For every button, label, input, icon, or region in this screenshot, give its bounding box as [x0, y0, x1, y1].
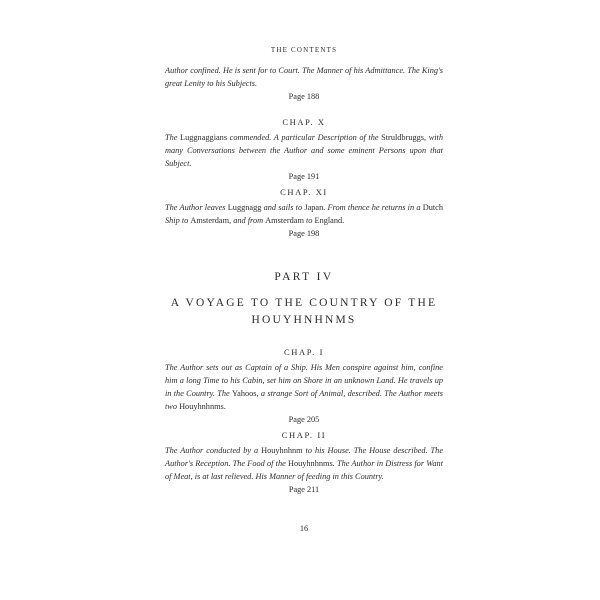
summary-fragment: and sails to — [263, 203, 305, 212]
summary-fragment: Luggnagg — [227, 203, 264, 212]
summary-fragment: The Author in Distress for Want of Meat, is at last relieved. His Manner of feeding in this Country. — [165, 459, 443, 481]
entry-summary — [165, 131, 443, 170]
summary-fragment: with many Conversations between the Author and some eminent Persons upon that Subject. — [165, 133, 443, 168]
summary-fragment: and from — [233, 216, 266, 225]
summary-fragment: Ship to — [165, 216, 191, 225]
page-number: 16 — [299, 524, 309, 533]
entry-summary — [165, 361, 443, 413]
page-reference: Page 191 — [288, 172, 320, 181]
summary-fragment: Houyhnhnms. — [179, 402, 226, 411]
contents-entry-chap-xi — [165, 187, 443, 238]
running-head: THE CONTENTS — [270, 46, 338, 54]
summary-fragment: Author confined. He is sent for to Court. The Manner of his Admittance. The King's great Lenity to his Subjects. — [165, 66, 443, 88]
page-reference: Page 205 — [288, 415, 320, 424]
entry-summary — [165, 64, 443, 90]
summary-fragment: to — [305, 216, 315, 225]
part-title: PART IV — [274, 271, 334, 283]
summary-fragment: Yahoos, — [232, 389, 261, 398]
chapter-heading: CHAP. XI — [280, 187, 328, 197]
chapter-heading: CHAP. X — [282, 117, 326, 127]
summary-fragment: Dutch — [422, 203, 443, 212]
summary-fragment: From thence he returns in a — [327, 203, 423, 212]
summary-fragment: England. — [314, 216, 345, 225]
contents-entry-continued — [165, 64, 443, 101]
summary-fragment: Luggnaggians — [180, 133, 230, 142]
summary-fragment: The — [165, 133, 181, 142]
summary-fragment: Houyhnhnm — [261, 446, 306, 455]
summary-fragment: commended. A particular Description of the — [229, 133, 382, 142]
contents-entry-chap-ii — [165, 430, 443, 494]
book-page — [165, 0, 443, 600]
summary-fragment: Amsterdam — [265, 216, 306, 225]
page-reference: Page 188 — [288, 92, 320, 101]
page-reference: Page 211 — [288, 485, 320, 494]
summary-fragment: The Author sets out as Captain of a Ship. His Men conspire against him, confine him a long Time to his Cabin, set him on Shore in an unknown Land. He travels up in the Country. The — [165, 363, 443, 398]
contents-entry-chap-i — [165, 347, 443, 424]
summary-fragment: Struldbruggs, — [381, 133, 429, 142]
summary-fragment: Amsterdam, — [190, 216, 234, 225]
summary-fragment: a strange Sort of Animal, described. The Author meets two — [165, 389, 443, 411]
part-subtitle: A VOYAGE TO THE COUNTRY OF THE HOUYHNHNMS — [170, 297, 438, 326]
summary-fragment: Houyhnhnms. — [287, 459, 337, 468]
chapter-heading: CHAP. II — [281, 430, 327, 440]
summary-fragment: Japan. — [304, 203, 328, 212]
contents-entry-chap-x — [165, 117, 443, 181]
page-reference: Page 198 — [288, 229, 320, 238]
summary-fragment: to his House. The House described. The Author's Reception. The Food of the — [165, 446, 444, 468]
entry-summary — [165, 201, 443, 227]
entry-summary — [165, 444, 443, 483]
summary-fragment: The Author leaves — [165, 203, 228, 212]
summary-fragment: The Author conducted by a — [165, 446, 262, 455]
chapter-heading: CHAP. I — [283, 347, 324, 357]
